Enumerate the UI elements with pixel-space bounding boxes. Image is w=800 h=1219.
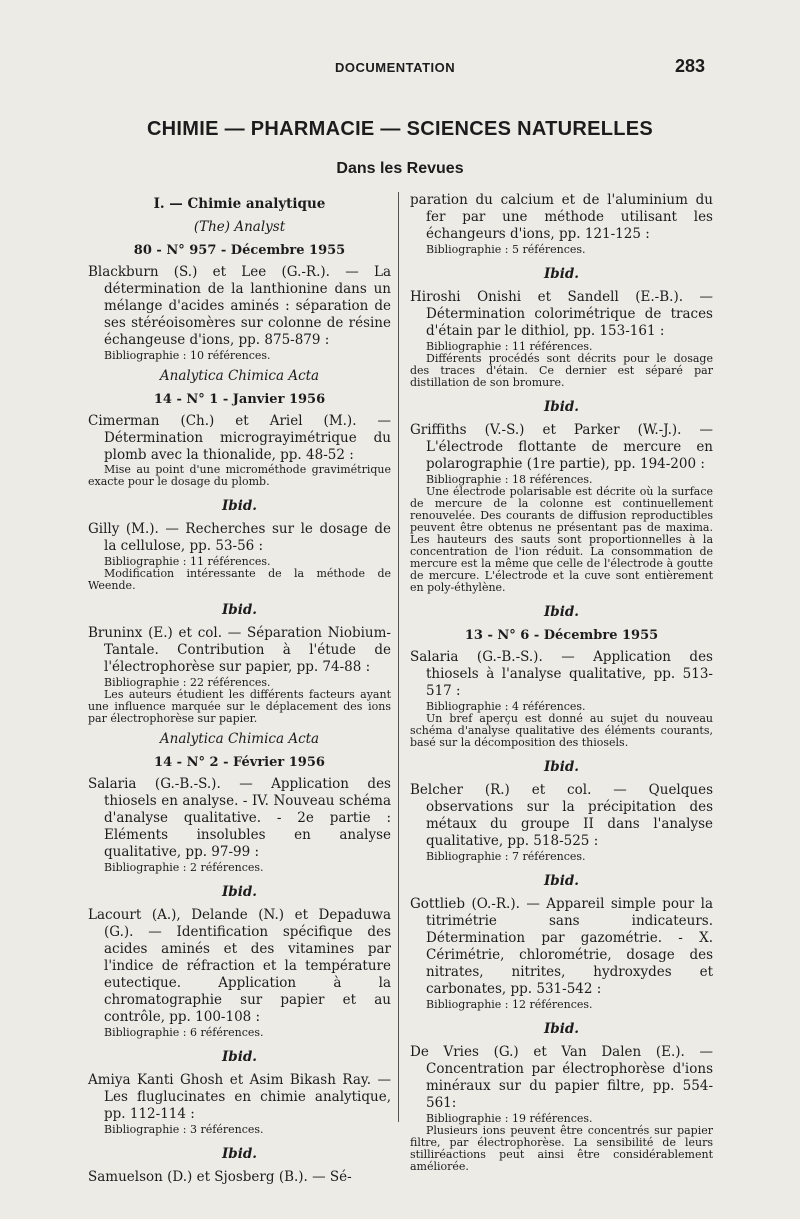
entry-text: Hiroshi Onishi et Sandell (E.-B.). — Détermination colorimétrique de traces d'étain par le dithiol, pp. 153-161 :	[410, 289, 713, 339]
column-divider	[398, 192, 399, 1122]
entry	[88, 776, 391, 874]
ibid-label: Ibid.	[543, 759, 580, 775]
subsection-title: Dans les Revues	[336, 160, 464, 177]
entry-text: Belcher (R.) et col. — Quelques observations sur la précipitation des métaux du groupe II dans l'analyse qualitative, pp. 518-525 :	[410, 782, 713, 849]
entry-text: Gilly (M.). — Recherches sur le dosage de la cellulose, pp. 53-56 :	[88, 521, 391, 554]
entry	[410, 289, 713, 389]
entry	[88, 907, 391, 1039]
journal-title: (The) Analyst	[193, 219, 286, 235]
bibliography: Bibliographie : 18 références.	[426, 473, 593, 486]
running-head	[0, 58, 800, 80]
entry	[410, 649, 713, 749]
journal-title: Analytica Chimica Acta	[159, 731, 320, 747]
entry-text: Griffiths (V.-S.) et Parker (W.-J.). — L'électrode flottante de mercure en polarographie (1re partie), pp. 194-200 :	[410, 422, 713, 472]
right-column	[410, 190, 713, 1177]
bibliography: Bibliographie : 11 références.	[426, 340, 593, 353]
running-head-title: DOCUMENTATION	[335, 60, 456, 75]
entry	[410, 782, 713, 863]
entry	[410, 422, 713, 594]
bibliography: Bibliographie : 19 références.	[426, 1112, 593, 1125]
ibid-label: Ibid.	[221, 498, 258, 514]
bibliography: Bibliographie : 22 références.	[104, 676, 271, 689]
bibliography: Bibliographie : 12 références.	[426, 998, 593, 1011]
entry	[88, 413, 391, 488]
entry-note: Une électrode polarisable est décrite où la surface de mercure de la colonne est continuellement renouvelée. Des courants de diffusion reproductibles peuvent être obtenus ne présentant pas de maxima. Les hauteurs des sauts sont proportionnelles à la concentration de l'ion réduit. La consommation de mercure est la même que celle de l'électrode à goutte de mercure. L'électrode et la cuve sont entièrement en poly-éthylène.	[410, 485, 713, 594]
bibliography: Bibliographie : 11 références.	[104, 555, 271, 568]
entry	[88, 625, 391, 725]
entry-text: Lacourt (A.), Delande (N.) et Depaduwa (G.). — Identification spécifique des acides aminés et des vitamines par l'indice de réfraction et la température eutectique. Application à la chromatographie sur papier et au contrôle, pp. 100-108 :	[88, 907, 391, 1025]
entry-text: Gottlieb (O.-R.). — Appareil simple pour la titrimétrie sans indicateurs. Détermination par gazométrie. - X. Cérimétrie, chlorométrie, dosage des nitrates, nitrites, hydroxydes et carbonates, pp. 531-542 :	[410, 896, 713, 997]
entry-note: Mise au point d'une microméthode gravimétrique exacte pour le dosage du plomb.	[88, 463, 391, 488]
bibliography: Bibliographie : 2 références.	[104, 861, 264, 874]
ibid-label: Ibid.	[543, 873, 580, 889]
entry-note: Différents procédés sont décrits pour le dosage des traces d'étain. Ce dernier est séparé par distillation de son bromure.	[410, 352, 713, 389]
entry-note: Modification intéressante de la méthode de Weende.	[88, 567, 391, 592]
entry-text: paration du calcium et de l'aluminium du fer par une méthode utilisant les échangeurs d'ions, pp. 121-125 :	[410, 192, 713, 242]
issue-line: 14 - N° 1 - Janvier 1956	[153, 392, 326, 407]
ibid-label: Ibid.	[543, 266, 580, 282]
entry-text: Samuelson (D.) et Sjosberg (B.). — Sé-	[88, 1169, 352, 1185]
bibliography: Bibliographie : 10 références.	[104, 349, 271, 362]
issue-line: 80 - N° 957 - Décembre 1955	[133, 243, 346, 258]
entry-continued	[410, 192, 713, 256]
ibid-label: Ibid.	[221, 1049, 258, 1065]
issue-line: 13 - N° 6 - Décembre 1955	[464, 628, 659, 643]
section-title: CHIMIE — PHARMACIE — SCIENCES NATURELLES	[146, 118, 654, 140]
issue-line: 14 - N° 2 - Février 1956	[154, 755, 325, 770]
entry-text: Bruninx (E.) et col. — Séparation Niobium-Tantale. Contribution à l'étude de l'électrophorèse sur papier, pp. 74-88 :	[88, 625, 391, 675]
ibid-label: Ibid.	[543, 399, 580, 415]
left-column	[88, 190, 391, 1190]
ibid-label: Ibid.	[543, 604, 580, 620]
bibliography: Bibliographie : 4 références.	[426, 700, 586, 713]
bibliography: Bibliographie : 3 références.	[104, 1123, 264, 1136]
entry-note: Les auteurs étudient les différents facteurs ayant une influence marquée sur le déplacement des ions par électrophorèse sur papier.	[88, 688, 391, 725]
entry	[410, 896, 713, 1011]
ibid-label: Ibid.	[221, 884, 258, 900]
bibliography: Bibliographie : 7 références.	[426, 850, 586, 863]
entry	[88, 264, 391, 362]
entry-text: Blackburn (S.) et Lee (G.-R.). — La détermination de la lanthionine dans un mélange d'acides aminés : séparation de ses stéréoisomères sur colonne de résine échangeuse d'ions, pp. 875-879 :	[88, 264, 391, 348]
entry	[410, 1044, 713, 1173]
bibliography: Bibliographie : 5 références.	[426, 243, 586, 256]
page-number: 283	[674, 56, 705, 76]
entry-text: Amiya Kanti Ghosh et Asim Bikash Ray. — Les fluglucinates en chimie analytique, pp. 112-114 :	[88, 1072, 391, 1122]
entry	[88, 1072, 391, 1136]
ibid-label: Ibid.	[221, 1146, 258, 1162]
entry-text: Salaria (G.-B.-S.). — Application des thiosels à l'analyse qualitative, pp. 513-517 :	[410, 649, 713, 699]
journal-title: Analytica Chimica Acta	[159, 368, 320, 384]
entry-text: Cimerman (Ch.) et Ariel (M.). — Détermination micrograyimétrique du plomb avec la thionalide, pp. 48-52 :	[88, 413, 391, 463]
entry-note: Un bref aperçu est donné au sujet du nouveau schéma d'analyse qualitative des éléments courants, basé sur la décomposition des thiosels.	[410, 712, 713, 749]
entry-note: Plusieurs ions peuvent être concentrés sur papier filtre, par électrophorèse. La sensibilité de leurs stilliréactions peut ainsi être considérablement améliorée.	[410, 1124, 713, 1173]
ibid-label: Ibid.	[543, 1021, 580, 1037]
ibid-label: Ibid.	[221, 602, 258, 618]
bibliography: Bibliographie : 6 références.	[104, 1026, 264, 1039]
heading-chimie-analytique: I. — Chimie analytique	[153, 196, 326, 212]
entry-text: Salaria (G.-B.-S.). — Application des thiosels en analyse. - IV. Nouveau schéma d'analyse qualitative. - 2e partie : Eléments insolubles en analyse qualitative, pp. 97-99 :	[88, 776, 391, 860]
entry-text: De Vries (G.) et Van Dalen (E.). — Concentration par électrophorèse d'ions minéraux sur du papier filtre, pp. 554-561:	[410, 1044, 713, 1111]
entry	[88, 521, 391, 592]
entry	[88, 1169, 391, 1186]
